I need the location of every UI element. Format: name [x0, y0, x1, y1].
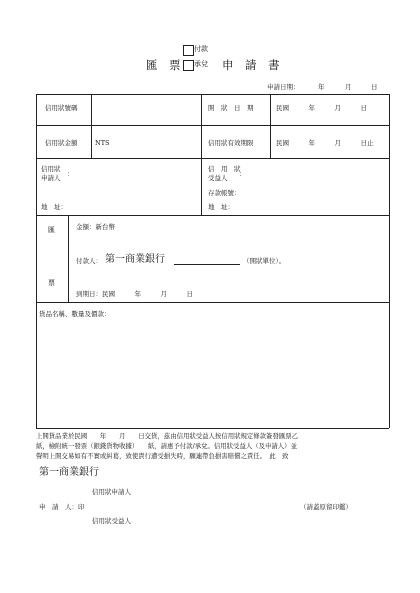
- row-divider-2: [36, 158, 389, 159]
- col-divider-middle: [201, 94, 202, 215]
- pay-option-label: 付款: [194, 45, 208, 53]
- form-title-part2: 申 請 書: [222, 58, 280, 72]
- statement-line-2: 紙，檢附統一發票（銀錢貨物收據） 紙，請惠予付款/承兌。信用狀受益人（及申請人）並: [36, 442, 297, 450]
- statement-line-1: 上開貨品業於民國 年 月 日交貨，茲由信用狀受益人按信用狀規定條款簽發匯票乙: [36, 432, 299, 440]
- lc-number-field[interactable]: [95, 104, 197, 114]
- beneficiary-label-line1: 信 用 狀: [208, 165, 241, 173]
- draft-side-divider: [68, 215, 69, 302]
- accept-option-checkbox[interactable]: [183, 60, 194, 71]
- lc-number-label: 信用狀號碼: [45, 104, 78, 112]
- accept-option-label: 承兌: [194, 60, 208, 68]
- row-divider-4: [36, 302, 389, 303]
- apply-date-month: 月: [345, 83, 352, 91]
- draft-side-label-bottom: 票: [48, 279, 55, 287]
- pay-option-checkbox[interactable]: [183, 45, 194, 56]
- statement-line-3: 聲明上開交易如有不實或糾葛，致使貴行遭受損失時，願連帶負損害賠償之責任。 此 致: [36, 452, 289, 460]
- apply-date-year: 年: [318, 83, 325, 91]
- applicant-label-line2: 申請人: [41, 174, 61, 182]
- beneficiary-colon: ：: [239, 170, 246, 178]
- table-top-border: [36, 94, 389, 95]
- applicant-colon: ：: [67, 170, 74, 178]
- goods-description-field[interactable]: [38, 322, 387, 426]
- goods-description-label: 貨品名稱、數量及價款：: [39, 310, 111, 318]
- beneficiary-role-label: 信用狀受益人: [92, 517, 131, 525]
- col-divider-label: [91, 94, 92, 158]
- beneficiary-address-label: 地 址：: [208, 203, 234, 211]
- form-title-part1: 匯 票: [146, 58, 181, 72]
- validity-label: 信用狀有效期限: [208, 139, 254, 147]
- validity-field[interactable]: 民國 年 月 日止: [276, 139, 374, 147]
- deposit-account-label: 存款帳號：: [208, 189, 241, 197]
- issue-date-label: 開 狀 日 期: [208, 104, 254, 112]
- applicant-signature-label: 申 請 人：印: [39, 503, 85, 511]
- beneficiary-label-line2: 受益人: [208, 174, 228, 182]
- draft-side-label-top: 匯: [48, 226, 55, 234]
- payer-blank-line[interactable]: [174, 264, 240, 265]
- apply-date-day: 日: [371, 83, 378, 91]
- table-right-border: [389, 94, 390, 428]
- table-bottom-border: [36, 428, 389, 429]
- draft-amount-label: 金額：新台幣: [76, 223, 115, 231]
- applicant-role-label: 信用狀申請人: [92, 488, 131, 496]
- addressee-bank-name: 第一商業銀行: [39, 467, 99, 478]
- due-date-label: 到期日：民國 年 月 日: [76, 290, 193, 298]
- table-left-border: [36, 94, 37, 428]
- col-divider-right-label: [270, 94, 271, 158]
- row-divider-1: [36, 125, 389, 126]
- payer-label: 付款人：: [76, 257, 102, 265]
- row-divider-3: [36, 215, 389, 216]
- payer-bank-name: 第一商業銀行: [105, 254, 165, 265]
- seal-note: （請蓋原留印鑑）: [300, 503, 352, 511]
- applicant-address-label: 地 址：: [41, 203, 67, 211]
- lc-amount-label: 信用狀金額: [45, 139, 78, 147]
- applicant-label-line1: 信用狀: [41, 165, 61, 173]
- issue-date-field[interactable]: 民國 年 月 日: [276, 104, 367, 112]
- payer-note: （開狀單位）。: [243, 257, 286, 265]
- apply-date-label: 申請日期：: [267, 83, 300, 91]
- lc-amount-field[interactable]: NTS: [95, 139, 110, 147]
